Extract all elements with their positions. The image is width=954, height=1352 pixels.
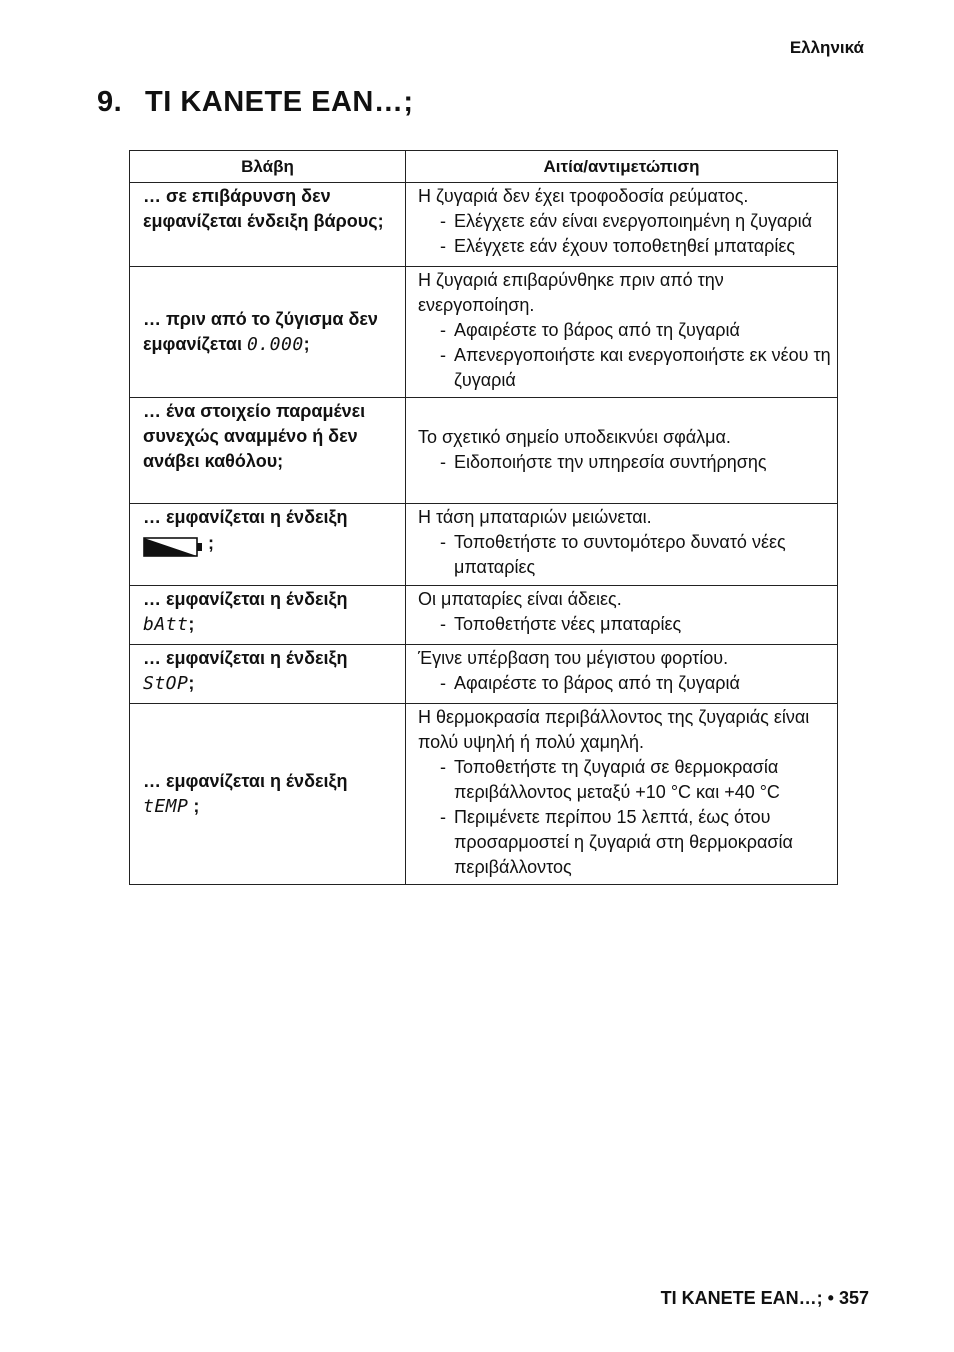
table-header-row [130,151,838,183]
cause-cell [406,398,838,504]
fault-cell [130,586,406,645]
fault-text: … εμφανίζεται η ένδειξη [143,648,348,668]
action-list [418,612,835,637]
action-list [418,671,835,696]
language-label: Ελληνικά [789,38,864,57]
fault-cell [130,183,406,267]
table-row [130,504,838,586]
cause-text: Η ζυγαριά δεν έχει τροφοδοσία ρεύματος. [418,186,749,206]
display-readout: tEMP [143,796,189,817]
cause-text: Έγινε υπέρβαση του μέγιστου φορτίου. [418,648,729,668]
table-row [130,586,838,645]
cause-text: Οι μπαταρίες είναι άδειες. [418,589,622,609]
fault-text: … εμφανίζεται η ένδειξη [143,589,348,609]
fault-text: … εμφανίζεται η ένδειξη [143,771,348,791]
action-item: - Αφαιρέστε το βάρος από τη ζυγαριά [440,318,835,343]
action-list [418,450,835,475]
action-item: - Ελέγχετε εάν είναι ενεργοποιημένη η ζυγαριά [440,209,835,234]
fault-suffix: ; [208,532,215,553]
table-row [130,267,838,398]
fault-suffix: ; [188,614,195,634]
fault-suffix: ; [193,796,200,816]
fault-text: … ένα στοιχείο παραμένει συνεχώς αναμμένο ή δεν ανάβει καθόλου; [143,401,366,471]
table-row [130,183,838,267]
section-number: 9. [97,86,123,118]
action-item: - Αφαιρέστε το βάρος από τη ζυγαριά [440,671,835,696]
fault-cell [130,704,406,885]
fault-cell [130,504,406,586]
display-readout: 0.000 [246,334,304,355]
action-list [418,755,835,880]
cause-cell [406,645,838,704]
fault-cell [130,398,406,504]
column-header-fault: Βλάβη [130,151,406,183]
cause-cell [406,704,838,885]
action-list [418,318,835,393]
cause-text: Η ζυγαριά επιβαρύνθηκε πριν από την ενεργοποίηση. [418,270,724,315]
action-item: - Τοποθετήστε τη ζυγαριά σε θερμοκρασία περιβάλλοντος μεταξύ +10 °C και +40 °C [440,755,835,805]
action-list [418,209,835,259]
table-row [130,704,838,885]
column-header-cause: Αιτία/αντιμετώπιση [406,151,838,183]
action-item: - Απενεργοποιήστε και ενεργοποιήστε εκ νέου τη ζυγαριά [440,343,835,393]
fault-text: … σε επιβάρυνση δεν εμφανίζεται ένδειξη βάρους; [143,186,384,231]
display-readout: StOP [143,673,189,694]
action-item: - Ειδοποιήστε την υπηρεσία συντήρησης [440,450,835,475]
fault-cell [130,645,406,704]
cause-cell [406,586,838,645]
page-footer: ΤΙ ΚΑΝΕΤΕ ΕΑΝ…; • 357 [660,1288,869,1308]
fault-text: … εμφανίζεται η ένδειξη [143,507,348,527]
cause-text: Το σχετικό σημείο υποδεικνύει σφάλμα. [418,426,731,447]
action-item: - Ελέγχετε εάν έχουν τοποθετηθεί μπαταρίες [440,234,835,259]
fault-suffix: ; [303,334,310,354]
fault-text: … πριν από το ζύγισμα δεν εμφανίζεται [143,309,378,354]
page-title [97,86,414,119]
low-battery-icon [143,536,203,558]
action-item: - Τοποθετήστε το συντομότερο δυνατό νέες μπαταρίες [440,530,835,580]
cause-cell [406,183,838,267]
fault-cell [130,267,406,398]
table-row [130,645,838,704]
section-title: ΤΙ ΚΑΝΕΤΕ ΕΑΝ…; [145,86,414,118]
troubleshooting-table [129,150,838,885]
display-readout: bAtt [143,614,189,635]
action-item: - Τοποθετήστε νέες μπαταρίες [440,612,835,637]
action-item: - Περιμένετε περίπου 15 λεπτά, έως ότου προσαρμοστεί η ζυγαριά στη θερμοκρασία περιβάλλοντος [440,805,835,880]
cause-text: Η θερμοκρασία περιβάλλοντος της ζυγαριάς είναι πολύ υψηλή ή πολύ χαμηλή. [418,707,810,752]
cause-cell [406,267,838,398]
table-row [130,398,838,504]
fault-suffix: ; [188,673,195,693]
action-list [418,530,835,580]
cause-text: Η τάση μπαταριών μειώνεται. [418,507,652,527]
cause-cell [406,504,838,586]
